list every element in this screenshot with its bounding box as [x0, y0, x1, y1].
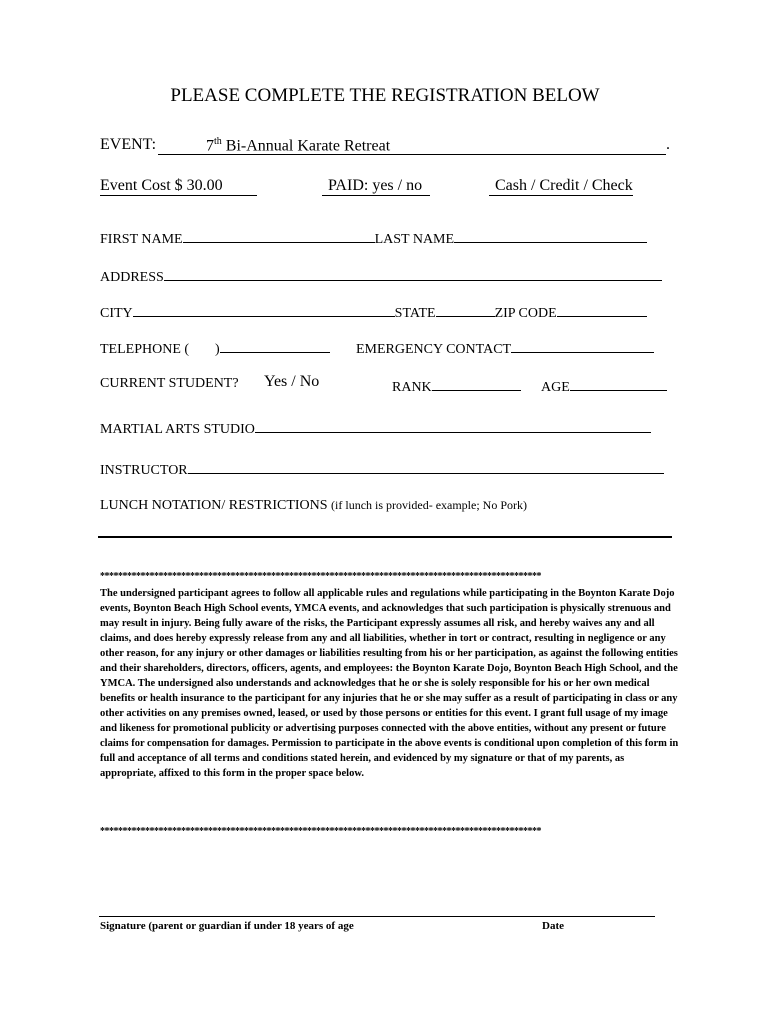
current-student-row — [100, 376, 239, 392]
paid-options[interactable]: PAID: yes / no — [322, 177, 430, 196]
lunch-label: LUNCH NOTATION/ RESTRICTIONS — [100, 498, 328, 513]
age-label: AGE — [541, 380, 570, 395]
age-row — [541, 376, 667, 396]
rank-label: RANK — [392, 380, 432, 395]
waiver-top-border: ************************************************************************************************** — [100, 571, 541, 582]
state-label: STATE — [394, 306, 436, 321]
event-end-mark: . — [666, 136, 670, 153]
event-name: 7th Bi-Annual Karate Retreat — [206, 136, 391, 155]
state-field[interactable] — [436, 302, 495, 317]
first-name-field[interactable] — [183, 228, 375, 243]
page-title: PLEASE COMPLETE THE REGISTRATION BELOW — [170, 85, 600, 106]
first-name-label: FIRST NAME — [100, 232, 183, 247]
studio-label: MARTIAL ARTS STUDIO — [100, 422, 255, 437]
event-cost: Event Cost $ 30.00 — [100, 177, 257, 196]
rank-row — [392, 376, 521, 396]
address-row — [100, 266, 662, 286]
current-student-options[interactable]: Yes / No — [264, 373, 320, 390]
signature-line[interactable] — [99, 916, 655, 917]
last-name-label: LAST NAME — [374, 232, 455, 247]
lunch-row — [100, 498, 527, 514]
rank-field[interactable] — [432, 376, 521, 391]
zip-field[interactable] — [557, 302, 647, 317]
waiver-text: The undersigned participant agrees to follow all applicable rules and regulations while participating in the Boynton Karate Dojo events, Boynton Beach High School events, YMCA events, and acknowledges that such participation is physically strenuous and may result in injury. Being fully aware of the risks, the Participant expressly assumes all risk, and hereby waives any and all claims, and does hereby expressly release from any and all liabilities, whether in tort or contract, resulting in negligence or any other reason, for any injury or other damages or liabilities resulting from his or her participation, as against the following entities and their shareholders, directors, officers, agents, and employees: the Boynton Karate Dojo, Boynton Beach High School, and the YMCA. The undersigned also understands and acknowledges that he or she is solely responsible for his or her own medical benefits or health insurance to the participant for any injuries that he or she may suffer as a result of participating in class or any other activities on any premises owned, leased, or used by those persons or entities for this event. I grant full usage of my image and likeness for promotional publicity or advertising purposes connected with the above entities, without any present or future claims for compensation for damages. Permission to participate in the above events is conditional upon completion of this form in full and acceptance of all terms and conditions stated herein, and evidenced by my signature or that of my parents, as appropriate, affixed to this form in the proper space below. — [100, 588, 679, 779]
first-name-row — [100, 228, 647, 248]
lunch-note: (if lunch is provided- example; No Pork) — [331, 498, 528, 512]
telephone-row: TELEPHONE ( ) — [100, 338, 330, 358]
date-label: Date — [542, 920, 564, 932]
event-row — [100, 136, 156, 154]
payment-method-options[interactable]: Cash / Credit / Check — [489, 177, 633, 196]
emergency-contact-row — [356, 338, 654, 358]
last-name-field[interactable] — [454, 228, 647, 243]
age-field[interactable] — [570, 376, 667, 391]
address-field[interactable] — [164, 266, 662, 281]
studio-row — [100, 418, 651, 438]
city-label: CITY — [100, 306, 133, 321]
instructor-field[interactable] — [188, 459, 664, 474]
event-label: EVENT: — [100, 136, 157, 153]
current-student-label: CURRENT STUDENT? — [100, 376, 239, 391]
lunch-answer-line[interactable] — [98, 536, 672, 538]
telephone-label: TELEPHONE ( — [100, 342, 190, 357]
city-row — [100, 302, 647, 322]
address-label: ADDRESS — [100, 270, 164, 285]
zip-label: ZIP CODE — [494, 306, 557, 321]
emergency-contact-label: EMERGENCY CONTACT — [356, 342, 512, 357]
telephone-field[interactable] — [220, 338, 330, 353]
city-field[interactable] — [133, 302, 395, 317]
instructor-label: INSTRUCTOR — [100, 463, 188, 478]
signature-label: Signature (parent or guardian if under 18 years of age — [100, 920, 354, 932]
emergency-contact-field[interactable] — [511, 338, 654, 353]
studio-field[interactable] — [255, 418, 651, 433]
waiver-bottom-border: ************************************************************************************************** — [100, 826, 541, 837]
instructor-row — [100, 459, 664, 479]
